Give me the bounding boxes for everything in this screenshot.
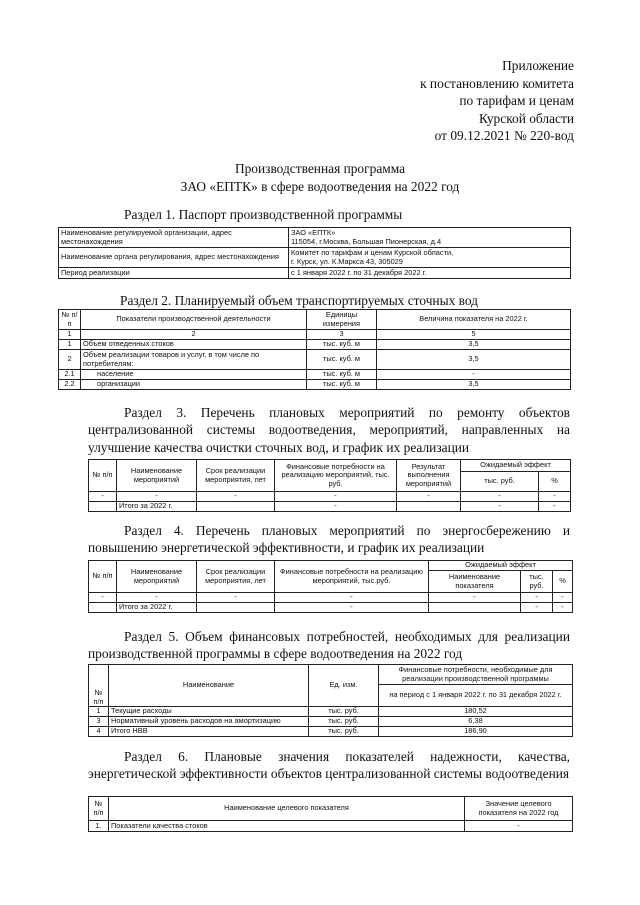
table-row bbox=[59, 330, 571, 340]
table-cell: - bbox=[539, 502, 571, 512]
header-cell: Наименование bbox=[109, 665, 309, 707]
header-cell: Срок реализации мероприятия, лет bbox=[197, 561, 275, 593]
header-cell: Финансовые потребности на реализацию мероприятий, тыс. руб. bbox=[275, 460, 397, 492]
table-cell: население bbox=[81, 370, 307, 380]
table-cell: 1 bbox=[59, 340, 81, 350]
header-cell: Наименование показателя bbox=[429, 571, 521, 593]
table-cell: - bbox=[377, 370, 571, 380]
section1-heading: Раздел 1. Паспорт производственной программы bbox=[124, 207, 403, 222]
energy-measures-table bbox=[88, 560, 573, 613]
table-cell: - bbox=[521, 603, 553, 613]
table-cell: Нормативный уровень расходов на амортизацию bbox=[109, 717, 309, 727]
table-cell: 2.2 bbox=[59, 380, 81, 390]
target-indicators-table bbox=[88, 796, 573, 832]
repair-measures-table bbox=[88, 459, 571, 512]
table-row bbox=[89, 603, 573, 613]
table-cell: - bbox=[275, 502, 397, 512]
table-cell: тыс. куб. м bbox=[307, 340, 377, 350]
table-cell: 1 bbox=[89, 707, 109, 717]
table-cell: - bbox=[117, 593, 197, 603]
table-cell: 1 bbox=[59, 330, 81, 340]
header-cell: Наименование мероприятий bbox=[117, 561, 197, 593]
table-cell: - bbox=[429, 593, 521, 603]
table-row bbox=[59, 248, 571, 268]
table-row bbox=[89, 707, 573, 717]
header-cell: на период с 1 января 2022 г. по 31 декабря 2022 г. bbox=[379, 685, 573, 707]
header-cell: № п/п bbox=[89, 460, 117, 492]
table-row bbox=[89, 717, 573, 727]
header-cell: № п/п bbox=[89, 797, 109, 821]
header-cell: Единицы измерения bbox=[307, 310, 377, 330]
table-row bbox=[89, 502, 571, 512]
table-cell bbox=[197, 502, 275, 512]
section6-heading: Раздел 6. Плановые значения показателей надежности, качества, энергетической эффективности объектов централизованной системы водоотведения bbox=[88, 749, 570, 782]
header-cell: Ожидаемый эффект bbox=[461, 460, 571, 472]
financial-needs-table bbox=[88, 664, 573, 737]
table-cell: 3,5 bbox=[377, 380, 571, 390]
table-cell: тыс. руб. bbox=[309, 727, 379, 737]
table-cell: организации bbox=[81, 380, 307, 390]
table-cell: тыс. руб. bbox=[309, 707, 379, 717]
table-cell: 3 bbox=[89, 717, 109, 727]
table-cell: тыс. руб. bbox=[309, 717, 379, 727]
appendix-line: от 09.12.2021 № 220-вод bbox=[434, 128, 574, 143]
header-cell: № п/п bbox=[59, 310, 81, 330]
table-cell bbox=[429, 603, 521, 613]
header-cell: Результат выполнения мероприятий bbox=[397, 460, 461, 492]
table-cell: - bbox=[521, 593, 553, 603]
table-row bbox=[89, 821, 573, 832]
table-cell: Итого за 2022 г. bbox=[117, 502, 197, 512]
header-cell: Ед. изм. bbox=[309, 665, 379, 707]
table-cell: ЗАО «ЕПТК» 115054, г.Москва, Большая Пионерская, д.4 bbox=[289, 228, 571, 248]
table-cell: тыс. куб. м bbox=[307, 370, 377, 380]
header-cell: Ожидаемый эффект bbox=[429, 561, 573, 571]
table-cell: Объем реализации товаров и услуг, в том числе по потребителям: bbox=[81, 350, 307, 370]
header-cell: Показатели производственной деятельности bbox=[81, 310, 307, 330]
table-cell: Итого НВВ bbox=[109, 727, 309, 737]
table-row bbox=[59, 268, 571, 279]
table-cell: - bbox=[275, 603, 429, 613]
table-cell: - bbox=[89, 593, 117, 603]
table-cell bbox=[197, 603, 275, 613]
table-cell: - bbox=[275, 593, 429, 603]
header-cell: Финансовые потребности на реализацию мероприятий, тыс.руб. bbox=[275, 561, 429, 593]
table-cell: - bbox=[397, 492, 461, 502]
table-cell: 180,52 bbox=[379, 707, 573, 717]
table-cell: - bbox=[539, 492, 571, 502]
section5-heading: Раздел 5. Объем финансовых потребностей, необходимых для реализации производственной программы в сфере водоотведения на 2022 год bbox=[88, 629, 570, 662]
table-cell: - bbox=[465, 821, 573, 832]
section4-heading: Раздел 4. Перечень плановых мероприятий по энергосбережению и повышению энергетической эффективности, и график их реализации bbox=[88, 523, 570, 556]
table-cell: - bbox=[461, 492, 539, 502]
table-cell: 2 bbox=[59, 350, 81, 370]
table-row bbox=[89, 593, 573, 603]
table-cell: - bbox=[553, 603, 573, 613]
table-cell: тыс. куб. м bbox=[307, 350, 377, 370]
volume-table bbox=[58, 309, 571, 390]
table-row bbox=[59, 228, 571, 248]
section2-heading: Раздел 2. Планируемый объем транспортируемых сточных вод bbox=[120, 293, 478, 308]
table-header-row bbox=[59, 310, 571, 330]
table-cell bbox=[397, 502, 461, 512]
table-cell: Показатели качества стоков bbox=[109, 821, 465, 832]
table-cell: Период реализации bbox=[59, 268, 289, 279]
header-cell: Наименование целевого показателя bbox=[109, 797, 465, 821]
header-cell: тыс. руб. bbox=[461, 472, 539, 492]
header-cell: Значение целевого показателя на 2022 год bbox=[465, 797, 573, 821]
table-cell: Наименование регулируемой организации, адрес местонахождения bbox=[59, 228, 289, 248]
table-cell: - bbox=[553, 593, 573, 603]
table-header-row bbox=[89, 460, 571, 472]
passport-table bbox=[58, 227, 571, 279]
table-cell: - bbox=[461, 502, 539, 512]
table-cell: тыс. куб. м bbox=[307, 380, 377, 390]
table-cell: 3,5 bbox=[377, 350, 571, 370]
table-row bbox=[59, 350, 571, 370]
table-cell: 1. bbox=[89, 821, 109, 832]
table-cell: 6,38 bbox=[379, 717, 573, 727]
header-cell: Наименование мероприятий bbox=[117, 460, 197, 492]
table-row bbox=[59, 380, 571, 390]
table-cell: - bbox=[197, 593, 275, 603]
table-cell: 2.1 bbox=[59, 370, 81, 380]
table-cell bbox=[89, 502, 117, 512]
title-line: Производственная программа bbox=[234, 161, 406, 176]
header-cell: № п/п bbox=[89, 561, 117, 593]
table-cell: Наименование органа регулирования, адрес местонахождения bbox=[59, 248, 289, 268]
appendix-line: по тарифам и ценам bbox=[459, 93, 574, 108]
table-cell: - bbox=[117, 492, 197, 502]
table-cell: - bbox=[275, 492, 397, 502]
appendix-block bbox=[420, 57, 574, 145]
table-cell: - bbox=[89, 492, 117, 502]
table-cell: - bbox=[197, 492, 275, 502]
section3-heading: Раздел 3. Перечень плановых мероприятий по ремонту объектов централизованной системы водоотведения, мероприятий, направленных на улучшение качества очистки сточных вод, и график их реализации bbox=[88, 405, 570, 455]
table-cell: Текущие расходы bbox=[109, 707, 309, 717]
table-row bbox=[89, 492, 571, 502]
table-header-row bbox=[89, 797, 573, 821]
header-cell: Срок реализации мероприятия, лет bbox=[197, 460, 275, 492]
table-cell: 3,5 bbox=[377, 340, 571, 350]
table-header-row bbox=[89, 561, 573, 571]
table-header-row bbox=[89, 665, 573, 685]
table-cell: 5 bbox=[377, 330, 571, 340]
header-cell: % bbox=[539, 472, 571, 492]
header-cell: Величина показателя на 2022 г. bbox=[377, 310, 571, 330]
header-cell: № п/п bbox=[89, 665, 109, 707]
header-cell: тыс. руб. bbox=[521, 571, 553, 593]
appendix-line: Курской области bbox=[478, 110, 574, 126]
table-cell bbox=[89, 603, 117, 613]
header-cell: Финансовые потребности, необходимые для реализации производственной программы bbox=[379, 665, 573, 685]
header-cell: % bbox=[553, 571, 573, 593]
table-cell: 2 bbox=[81, 330, 307, 340]
table-row bbox=[59, 340, 571, 350]
table-cell: Объем отведенных стоков bbox=[81, 340, 307, 350]
appendix-line: Приложение bbox=[502, 58, 574, 73]
table-cell: 3 bbox=[307, 330, 377, 340]
title-line: ЗАО «ЕПТК» в сфере водоотведения на 2022 год bbox=[180, 178, 460, 194]
table-cell: 4 bbox=[89, 727, 109, 737]
table-row bbox=[89, 727, 573, 737]
table-cell: Комитет по тарифам и ценам Курской области, г. Курск, ул. К.Маркса 43, 305029 bbox=[289, 248, 571, 268]
table-cell: с 1 января 2022 г. по 31 декабря 2022 г. bbox=[289, 268, 571, 279]
appendix-line: к постановлению комитета bbox=[420, 75, 574, 91]
table-row bbox=[59, 370, 571, 380]
document-title bbox=[0, 160, 640, 195]
table-cell: Итого за 2022 г. bbox=[117, 603, 197, 613]
table-cell: 186,90 bbox=[379, 727, 573, 737]
